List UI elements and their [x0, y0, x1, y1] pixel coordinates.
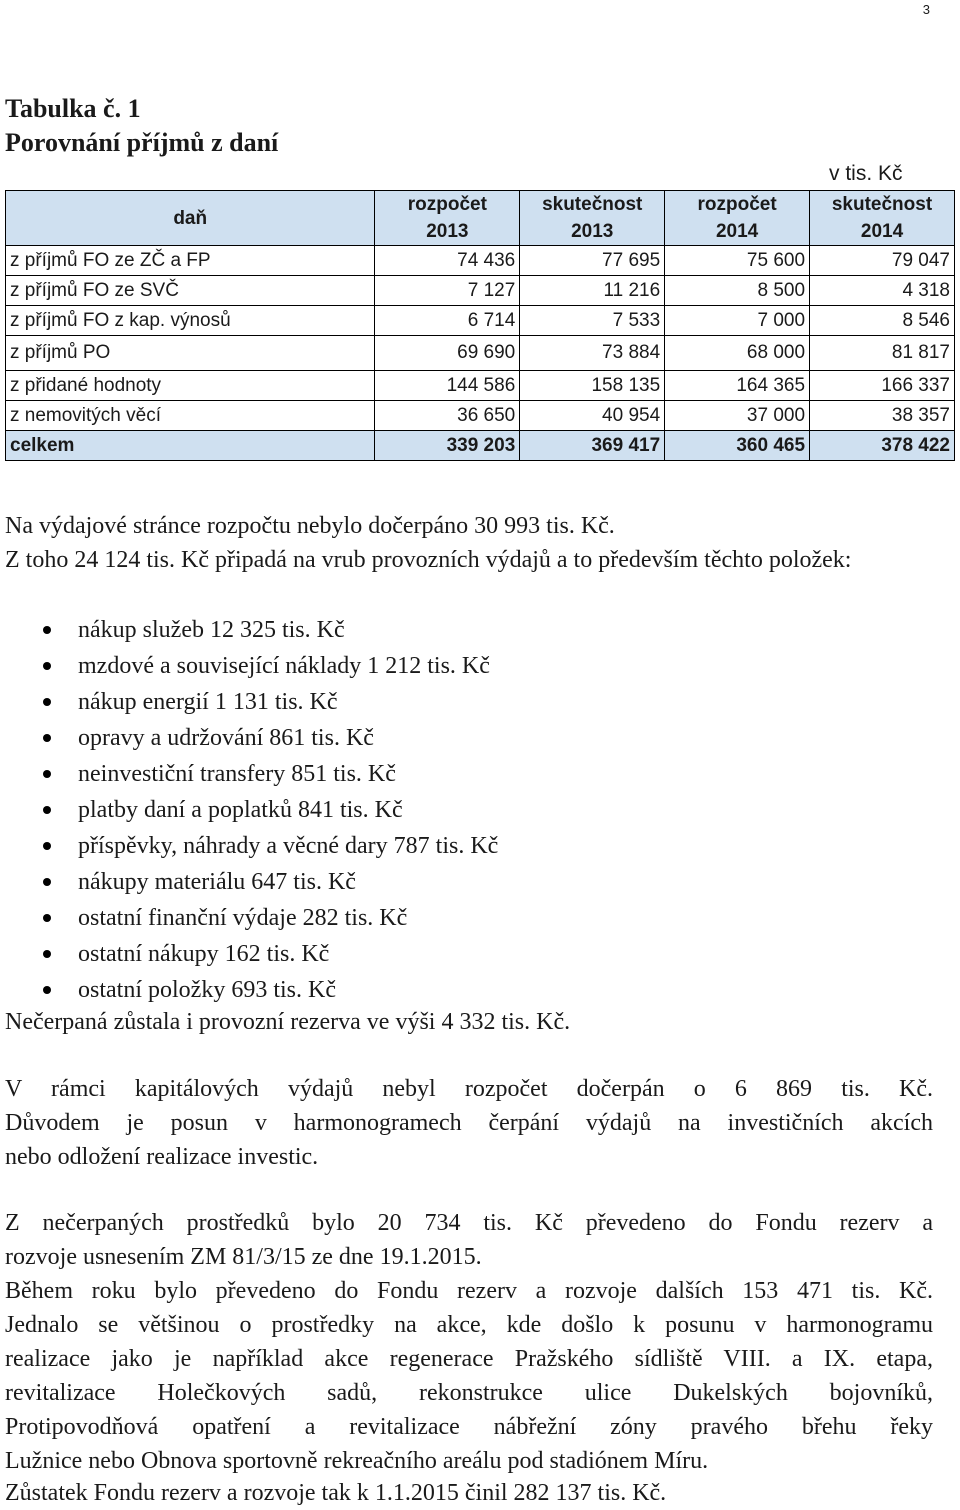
bullet-icon [43, 734, 51, 742]
page-number: 3 [922, 2, 930, 17]
row-name: z příjmů FO ze ZČ a FP [6, 246, 375, 276]
paragraph-capital: V rámci kapitálových výdajů nebyl rozpočet dočerpán o 6 869 tis. Kč. Důvodem je posun v harmonogramech čerpání výdajů na investičních akcích nebo odložení realizace investic. [5, 1076, 933, 1170]
row-name: celkem [6, 431, 375, 461]
expense-item-list [0, 612, 498, 1008]
row-name: z příjmů PO [6, 336, 375, 371]
list-item: nákup služeb 12 325 tis. Kč [0, 612, 498, 648]
table-row [6, 401, 955, 431]
list-item: neinvestiční transfery 851 tis. Kč [0, 756, 498, 792]
cell-value: 8 500 [665, 276, 810, 306]
table-title [5, 92, 278, 160]
table-row [6, 246, 955, 276]
bullet-icon [43, 878, 51, 886]
cell-value: 11 216 [520, 276, 665, 306]
table-row [6, 306, 955, 336]
table-row [6, 371, 955, 401]
cell-value: 74 436 [375, 246, 520, 276]
header-actual-2013: skutečnost 2013 [520, 191, 665, 246]
cell-value: 40 954 [520, 401, 665, 431]
paragraph-undrawn: Na výdajové stránce rozpočtu nebylo dočerpáno 30 993 tis. Kč. [5, 513, 615, 539]
bullet-icon [43, 986, 51, 994]
header-budget-2014: rozpočet 2014 [665, 191, 810, 246]
cell-value: 8 546 [810, 306, 955, 336]
row-name: z nemovitých věcí [6, 401, 375, 431]
cell-value: 339 203 [375, 431, 520, 461]
cell-value: 360 465 [665, 431, 810, 461]
cell-value: 38 357 [810, 401, 955, 431]
row-name: z přidané hodnoty [6, 371, 375, 401]
list-item: příspěvky, náhrady a věcné dary 787 tis. Kč [0, 828, 498, 864]
cell-value: 369 417 [520, 431, 665, 461]
list-item: mzdové a související náklady 1 212 tis. Kč [0, 648, 498, 684]
paragraph-transfer: Z nečerpaných prostředků bylo 20 734 tis. Kč převedeno do Fondu rezerv a rozvoje usnesením ZM 81/3/15 ze dne 19.1.2015. [5, 1210, 933, 1270]
list-item: opravy a udržování 861 tis. Kč [0, 720, 498, 756]
row-name: z příjmů FO z kap. výnosů [6, 306, 375, 336]
table-header-row [6, 191, 955, 246]
paragraph-operating: Z toho 24 124 tis. Kč připadá na vrub provozních výdajů a to především těchto položek: [5, 547, 852, 573]
cell-value: 166 337 [810, 371, 955, 401]
cell-value: 81 817 [810, 336, 955, 371]
bullet-icon [43, 950, 51, 958]
table-title-number: Tabulka č. 1 [5, 94, 141, 123]
cell-value: 144 586 [375, 371, 520, 401]
paragraph-balance: Zůstatek Fondu rezerv a rozvoje tak k 1.1.2015 činil 282 137 tis. Kč. [5, 1480, 667, 1506]
cell-value: 79 047 [810, 246, 955, 276]
bullet-icon [43, 626, 51, 634]
bullet-icon [43, 662, 51, 670]
cell-value: 7 127 [375, 276, 520, 306]
bullet-icon [43, 842, 51, 850]
header-budget-2013: rozpočet 2013 [375, 191, 520, 246]
cell-value: 77 695 [520, 246, 665, 276]
bullet-icon [43, 806, 51, 814]
list-item: nákupy materiálu 647 tis. Kč [0, 864, 498, 900]
header-actual-2014: skutečnost 2014 [810, 191, 955, 246]
paragraph-fund: Během roku bylo převedeno do Fondu rezerv a rozvoje dalších 153 471 tis. Kč. Jednalo se většinou o prostředky na akce, kde došlo k posunu v harmonogramu realizace jako je například akce regenerace Pražského sídliště VIII. a IX. etapa, revitalizace Holečkových sadů, rekonstrukce ulice Dukelských bojovníků, Protipovodňová opatření a revitalizace nábřežní zóny pravého břehu řeky Lužnice nebo Obnova sportovně rekreačního areálu pod stadiónem Míru. [5, 1278, 933, 1474]
bullet-icon [43, 698, 51, 706]
cell-value: 7 533 [520, 306, 665, 336]
row-name: z příjmů FO ze SVČ [6, 276, 375, 306]
table-total-row [6, 431, 955, 461]
cell-value: 164 365 [665, 371, 810, 401]
cell-value: 378 422 [810, 431, 955, 461]
cell-value: 69 690 [375, 336, 520, 371]
list-item: nákup energií 1 131 tis. Kč [0, 684, 498, 720]
list-item: ostatní finanční výdaje 282 tis. Kč [0, 900, 498, 936]
unit-label: v tis. Kč [829, 162, 903, 185]
header-tax: daň [6, 191, 375, 246]
tax-income-table [5, 190, 955, 461]
cell-value: 7 000 [665, 306, 810, 336]
table-row [6, 276, 955, 306]
cell-value: 68 000 [665, 336, 810, 371]
cell-value: 37 000 [665, 401, 810, 431]
cell-value: 158 135 [520, 371, 665, 401]
cell-value: 6 714 [375, 306, 520, 336]
cell-value: 4 318 [810, 276, 955, 306]
cell-value: 36 650 [375, 401, 520, 431]
cell-value: 75 600 [665, 246, 810, 276]
bullet-icon [43, 914, 51, 922]
table-title-text: Porovnání příjmů z daní [5, 128, 279, 157]
list-item: ostatní nákupy 162 tis. Kč [0, 936, 498, 972]
cell-value: 73 884 [520, 336, 665, 371]
list-item: ostatní položky 693 tis. Kč [0, 972, 498, 1008]
bullet-icon [43, 770, 51, 778]
list-item: platby daní a poplatků 841 tis. Kč [0, 792, 498, 828]
table-row [6, 336, 955, 371]
paragraph-reserve: Nečerpaná zůstala i provozní rezerva ve výši 4 332 tis. Kč. [5, 1009, 571, 1035]
